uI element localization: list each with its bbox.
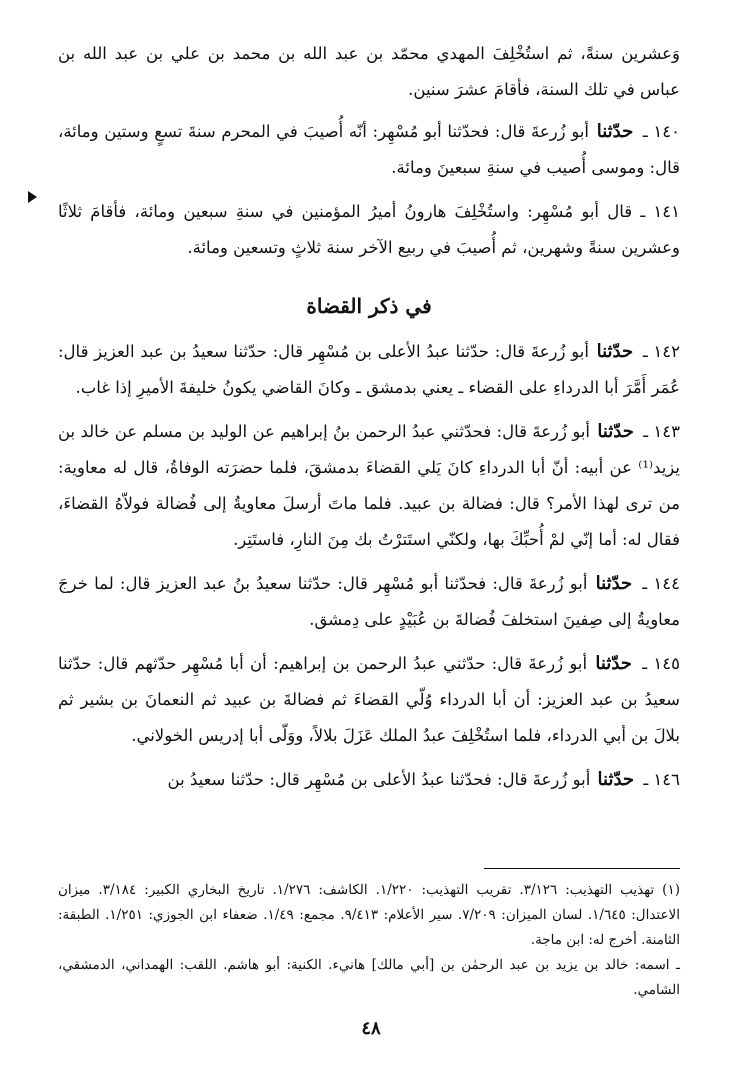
hadith-keyword: حدّثنا <box>597 769 635 790</box>
entry-141 <box>58 194 680 266</box>
entry-text: أبو زُرعةَ قال: فحدّثنا عبدُ الأعلى بن مُسْهِر قال: حدّثنا سعيدُ بن <box>167 770 591 789</box>
hadith-keyword: حدّثنا <box>595 573 633 594</box>
entry-142 <box>58 334 680 406</box>
entry-text: أبو زُرعةَ قال: فحدّثنا أبو مُسْهِر قال: حدّثنا سعيدُ بنُ عبد العزيز قال: لما خرجَ معاويةُ إلى صِفينَ استخلفَ فُضالةَ بن عُبَيْدٍ على دِمشق. <box>58 574 680 629</box>
footnote-1: (١) تهذيب التهذيب: ٣/١٢٦. تقريب التهذيب: ١/٢٢٠. الكاشف: ١/٢٧٦. تاريخ البخاري الكبير: ٣/١٨٤. ميزان الاعتدال: ١/٦٤٥. لسان الميزان: ٧/٢٠٩. سير الأعلام: ٩/٤١٣. مجمع: ١/٤٩. ضعفاء ابن الجوزي: ١/٢٥١. الطبقة: الثامنة. أخرج له: ابن ماجة. <box>58 882 680 948</box>
hadith-keyword: حدّثنا <box>596 121 634 142</box>
page-number: ٤٨ <box>361 1018 381 1039</box>
entry-text: أبو زُرعةَ قال: حدّثني عبدُ الرحمن بن إبراهيم: أن أبا مُسْهِر حدّثهم قال: حدّثنا سعيدُ بن عبد العزيز: أن أبا الدرداء وُلّي القضاءَ ثم فضالةَ بن عبيد ثم النعمانَ بن بشير ثم بلالَ بن أبي الدرداء، فلما استُخْلِفَ عبدُ الملك عَزَلَ بلالاً، ووَلّى أبا إدريس الخولاني. <box>58 654 680 745</box>
entry-number: ١٤٥ ـ <box>642 654 680 673</box>
margin-arrow-icon <box>28 191 37 203</box>
entry-145 <box>58 646 680 754</box>
entry-143 <box>58 414 680 558</box>
intro-paragraph: وَعشرين سنةً، ثم استُخْلِفَ المهدي محمّد بن عبد الله بن محمد بن علي بن عبد الله بن عباس في تلك السنة، فأقامَ عشرَ سنين. <box>58 44 680 99</box>
entry-text: أبو زُرعةَ قال: فحدّثني عبدُ الرحمن بنُ إبراهيم عن الوليد بن مسلم عن خالد بن يزيد⁽¹⁾ عن أبيه: أنّ أبا الدرداءِ كانَ يَلي القضاءَ بدمشقَ، فلما حضرَته الوفاةُ، قال له معاوية: من ترى لهذا الأمر؟ قال: فضالة بن عبيد. فلما ماتَ أرسلَ معاويةُ إلى فُضالة فولاّهُ القضاءَ، فقال له: أما إنّي لمْ أُحبِّكَ بها، ولكنّي استَترْتُ بك مِنَ النارِ، فاستَتِر. <box>58 422 680 549</box>
entry-number: ١٤٦ ـ <box>643 770 680 789</box>
section-title: في ذكر القضاة <box>306 294 432 318</box>
entry-number: ١٤٠ ـ <box>642 122 680 141</box>
entry-144 <box>58 566 680 638</box>
entry-number: ١٤٣ ـ <box>643 422 680 441</box>
entry-number: ١٤٤ ـ <box>642 574 680 593</box>
entry-text: أبو زُرعةَ قال: فحدّثنا أبو مُسْهِر: أنّه أُصيبَ في المحرم سنةَ تسعٍ وستين ومائة، قال: وموسى أُصيب في سنةِ سبعينَ ومائة. <box>58 122 680 177</box>
entry-number: ١٤١ ـ <box>640 202 680 221</box>
footnote-1-continued: ـ اسمه: خالد بن يزيد بن عبد الرحمٰن بن [أبي مالك] هانيء. الكنية: أبو هاشم. اللقب: الهمداني، الدمشقي، الشامي. <box>58 957 680 998</box>
hadith-keyword: حدّثنا <box>597 421 634 442</box>
entry-number: ١٤٢ ـ <box>642 342 680 361</box>
entry-140 <box>58 114 680 186</box>
hadith-keyword: حدّثنا <box>596 341 634 362</box>
entry-text: أبو زُرعةَ قال: حدّثنا عبدُ الأعلى بن مُسْهِر قال: حدّثنا سعيدُ بن عبد العزيز قال: عُمَر أَمَّرَ أبا الدرداءِ على القضاء ـ يعني بدمشق ـ وكانَ القاضي يكونُ خليفةَ الأميرِ إذا غاب. <box>58 342 680 397</box>
entry-146 <box>58 762 680 798</box>
footnotes <box>58 878 680 1003</box>
entry-text: قال أبو مُسْهِر: واستُخْلِفَ هارونُ أميرُ المؤمنين في سنةِ سبعين ومائة، فأقامَ ثلاثًا وعشرين سنةً وشهرين، ثم أُصيبَ في ربيع الآخر سنة ثلاثٍ وتسعين ومائة. <box>58 202 680 257</box>
footnote-divider <box>484 868 680 869</box>
hadith-keyword: حدّثنا <box>595 653 632 674</box>
